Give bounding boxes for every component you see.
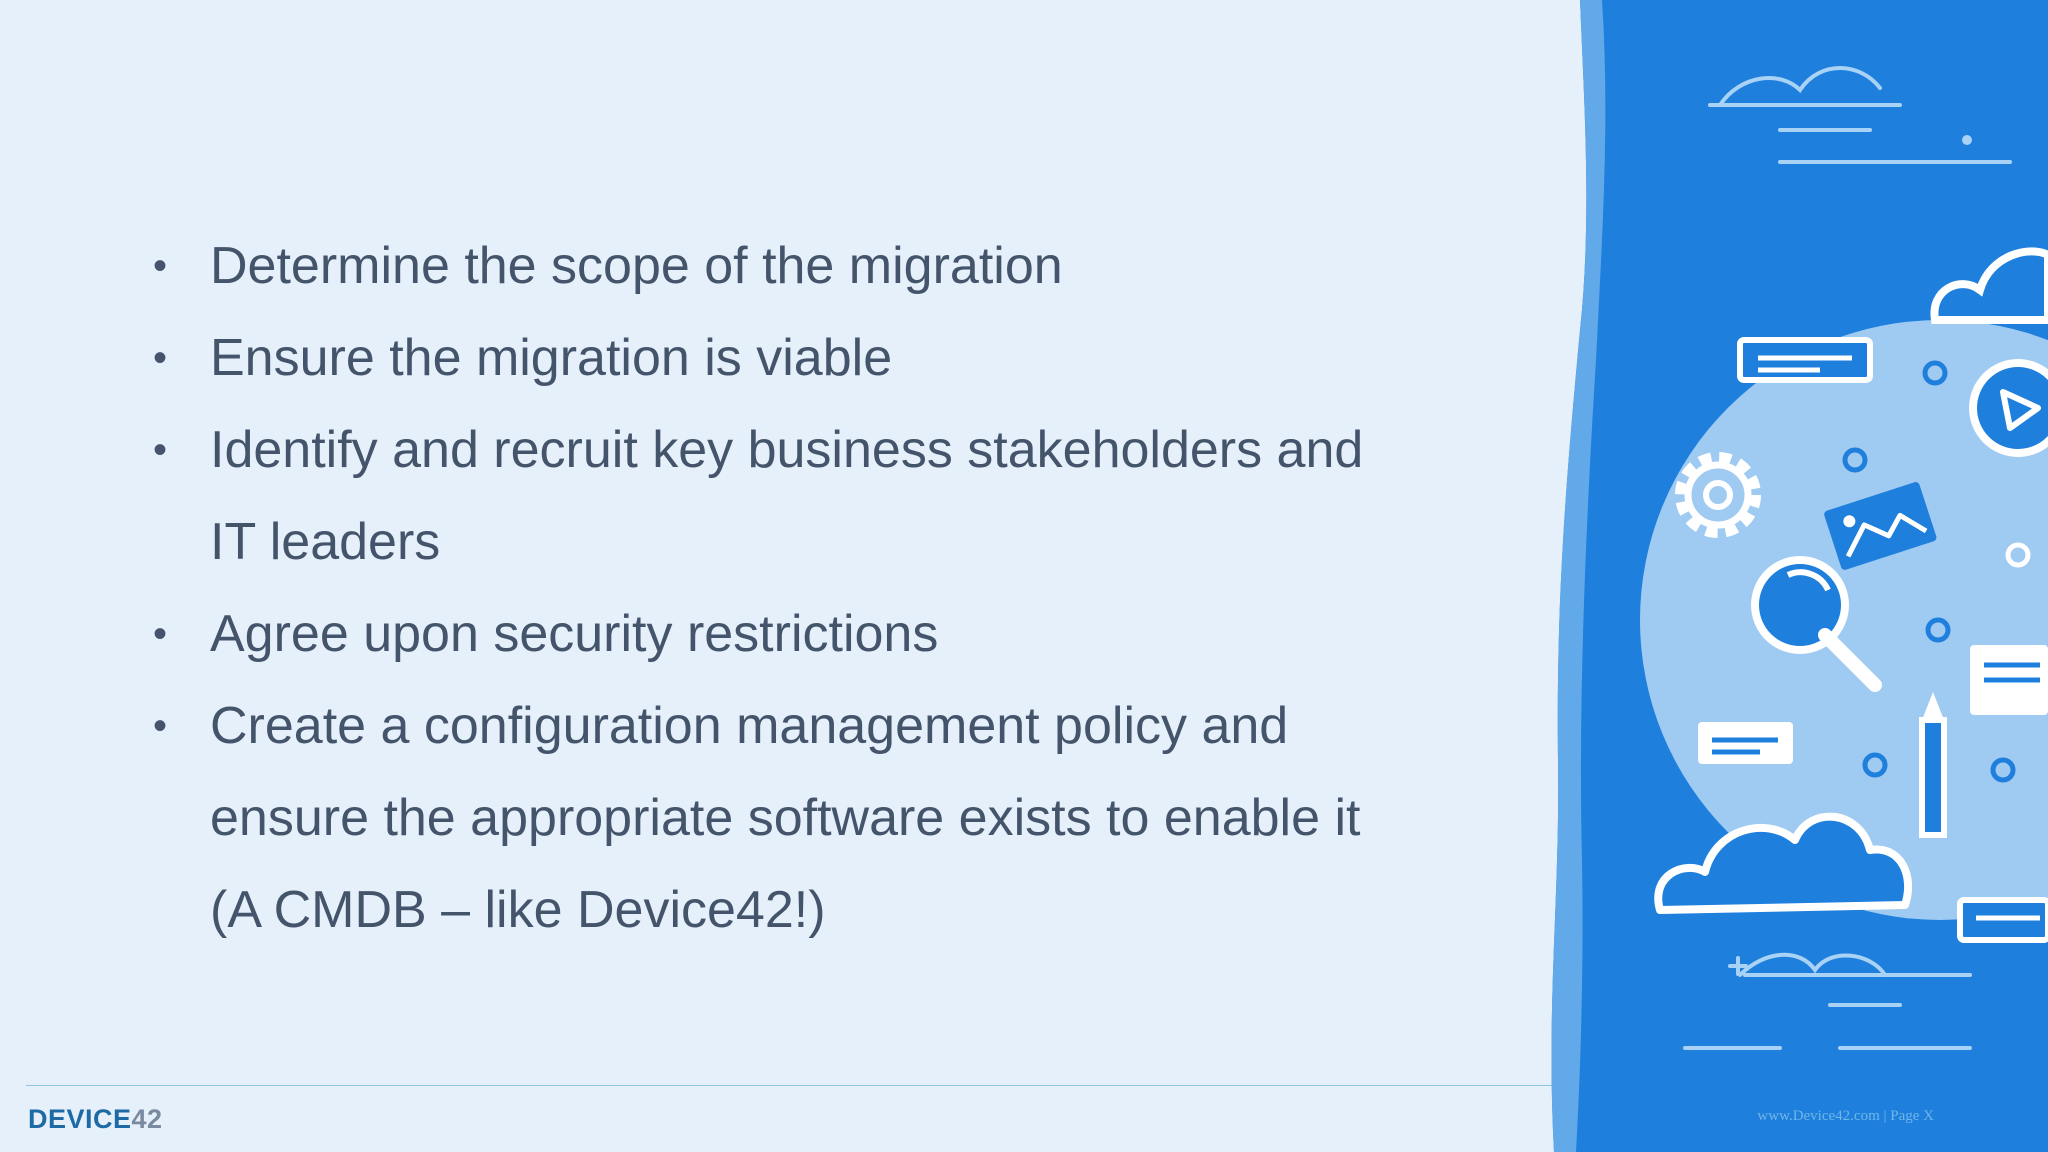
bullet-text: Create a configuration management policy and (210, 697, 1289, 755)
bullet-dot: • (152, 704, 167, 748)
bullet-text: (A CMDB – like Device42!) (210, 881, 826, 939)
bullet-dot: • (152, 336, 167, 380)
bullet-text: IT leaders (210, 513, 441, 571)
bullet-text: Determine the scope of the migration (210, 237, 1063, 295)
device42-logo (28, 1104, 163, 1135)
bullet-item (140, 680, 1400, 956)
bullet-item (140, 220, 1400, 312)
bullet-item (140, 404, 1400, 588)
bullet-dot: • (152, 244, 167, 288)
logo-number: 42 (131, 1104, 163, 1134)
bullet-dot: • (152, 428, 167, 472)
bullet-dot: • (152, 612, 167, 656)
cloud-illustration (1540, 0, 2048, 1152)
bullet-text: Agree upon security restrictions (210, 605, 939, 663)
bullet-text: Ensure the migration is viable (210, 329, 893, 387)
bullet-list (140, 220, 1400, 956)
logo-text: DEVICE (28, 1104, 132, 1134)
bullet-item (140, 312, 1400, 404)
bullet-item (140, 588, 1400, 680)
bullet-text: ensure the appropriate software exists to enable it (210, 789, 1361, 847)
footer-url: www.Device42.com | Page X (1757, 1108, 1934, 1124)
bullet-text: Identify and recruit key business stakeholders and (210, 421, 1364, 479)
